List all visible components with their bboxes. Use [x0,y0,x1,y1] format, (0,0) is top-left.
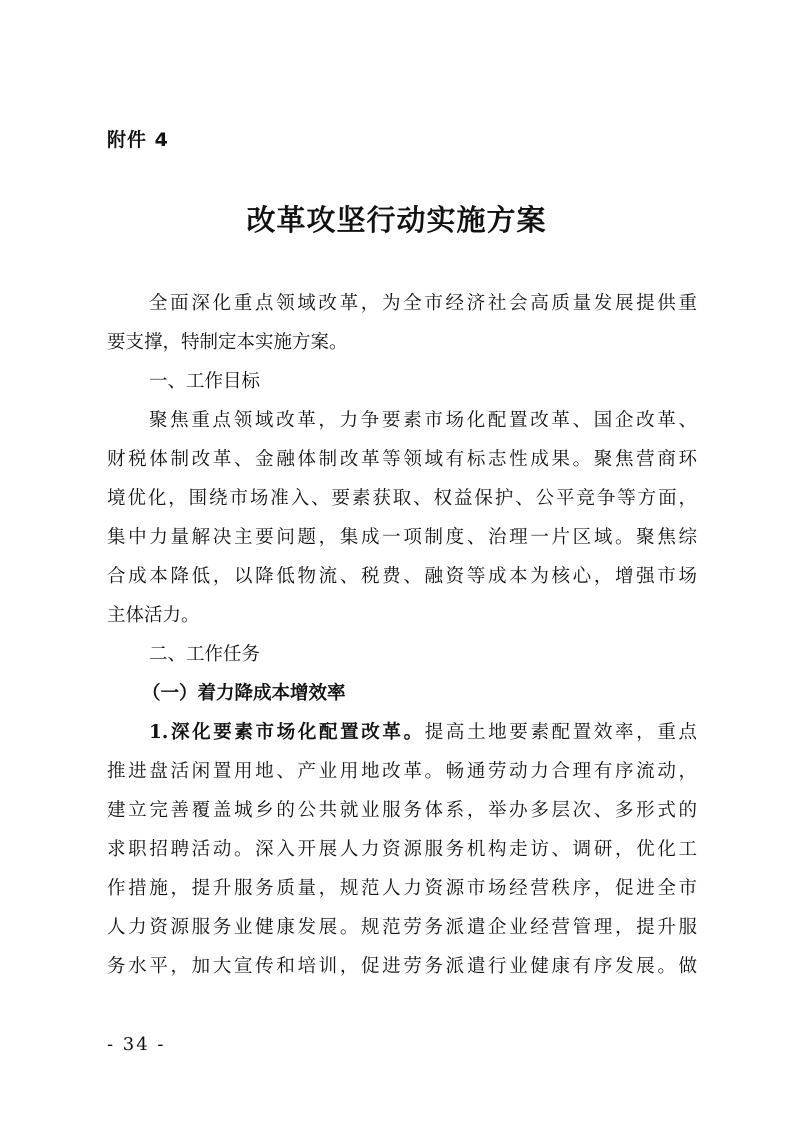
task-item-1-first-line [107,713,697,752]
task-line-2: 推进盘活闲置用地、产业用地改革。畅通劳动力合理有序流动， [107,761,697,782]
goals-line-1: 聚焦重点领域改革，力争要素市场化配置改革、国企改革、 [149,410,697,431]
intro-line-2: 要支撑，特制定本实施方案。 [107,332,348,353]
goals-line-6: 主体活力。 [107,605,200,626]
goals-line-4: 集中力量解决主要问题，集成一项制度、治理一片区域。聚焦综 [107,527,697,548]
task-item-1-label: 1.深化要素市场化配置改革。 [149,722,425,743]
attachment-label: 附件 4 [107,129,169,151]
goals-line-2: 财税体制改革、金融体制改革等领域有标志性成果。聚焦营商环 [107,449,697,470]
task-line-3: 建立完善覆盖城乡的公共就业服务体系，举办多层次、多形式的 [107,800,697,821]
section-heading-goals: 一、工作目标 [149,371,261,392]
intro-line-1: 全面深化重点领域改革，为全市经济社会高质量发展提供重 [149,293,697,314]
task-line-4: 求职招聘活动。深入开展人力资源服务机构走访、调研，优化工 [107,839,697,860]
task-line-7: 务水平，加大宣传和培训，促进劳务派遣行业健康有序发展。做 [107,956,697,977]
task-item-1-text: 提高土地要素配置效率，重点 [424,722,697,743]
document-title: 改革攻坚行动实施方案 [246,203,547,237]
subsection-heading: （一）着力降成本增效率 [142,683,346,704]
task-line-5: 作措施，提升服务质量，规范人力资源市场经营秩序，促进全市 [107,878,697,899]
document-body [107,284,697,986]
goals-line-3: 境优化，围绕市场准入、要素获取、权益保护、公平竞争等方面， [107,488,697,509]
section-heading-tasks: 二、工作任务 [149,644,261,665]
goals-line-5: 合成本降低，以降低物流、税费、融资等成本为核心，增强市场 [107,566,697,587]
task-line-6: 人力资源服务业健康发展。规范劳务派遣企业经营管理，提升服 [107,917,697,938]
page-number: - 34 - [107,1034,166,1055]
